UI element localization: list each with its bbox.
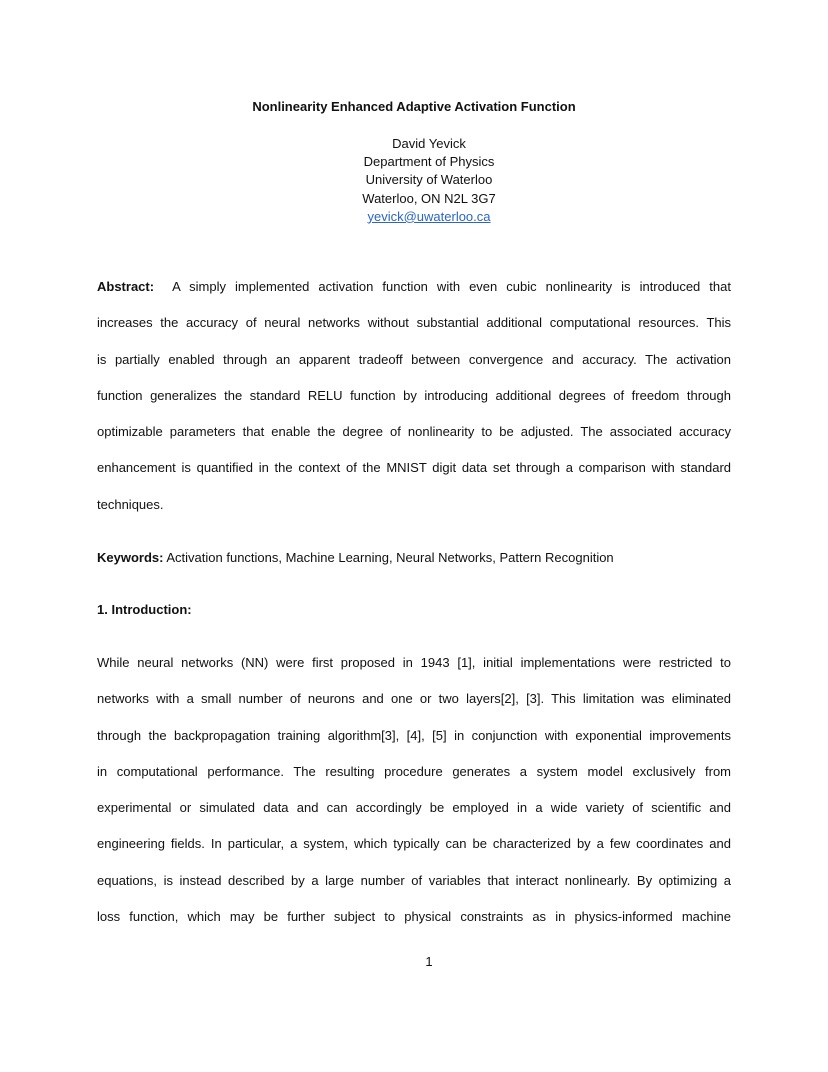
abstract-line: optimizable parameters that enable the degree of nonlinearity to be adjusted. The associated accuracy (97, 424, 731, 440)
abstract-line: Abstract: A simply implemented activation function with even cubic nonlinearity is introduced that (97, 279, 731, 294)
intro-line: engineering fields. In particular, a system, which typically can be characterized by a few coordinates and (97, 836, 731, 852)
abstract-line: is partially enabled through an apparent tradeoff between convergence and accuracy. The activation (97, 351, 731, 367)
author-department: Department of Physics (363, 154, 495, 170)
page-number: 1 (425, 954, 433, 969)
author-email-link[interactable]: yevick@uwaterloo.ca (367, 208, 491, 224)
abstract-line: function generalizes the standard RELU function by introducing additional degrees of freedom through (97, 387, 731, 403)
section-heading: 1. Introduction: (97, 602, 192, 617)
author-name: David Yevick (392, 136, 466, 151)
author-address: Waterloo, ON N2L 3G7 (362, 190, 496, 206)
keywords-line (97, 540, 614, 576)
keywords-text: Activation functions, Machine Learning, Neural Networks, Pattern Recognition (166, 550, 614, 565)
abstract-line: enhancement is quantified in the context of the MNIST digit data set through a comparison with standard (97, 460, 731, 476)
abstract-line: increases the accuracy of neural networks without substantial additional computational resources. This (97, 315, 731, 331)
intro-line: experimental or simulated data and can accordingly be employed in a wide variety of scientific and (97, 800, 731, 816)
intro-line: through the backpropagation training algorithm[3], [4], [5] in conjunction with exponential improvements (97, 727, 731, 743)
abstract-label: Abstract: (97, 279, 155, 294)
introduction-paragraph (97, 645, 731, 935)
paper-title: Nonlinearity Enhanced Adaptive Activation Function (252, 99, 576, 114)
intro-line: networks with a small number of neurons and one or two layers[2], [3]. This limitation was eliminated (97, 691, 731, 707)
intro-line: in computational performance. The resulting procedure generates a system model exclusively from (97, 763, 731, 779)
abstract-line: techniques. (97, 496, 164, 512)
abstract-paragraph (97, 269, 731, 523)
intro-line: loss function, which may be further subject to physical constraints as in physics-informed machine (97, 909, 731, 925)
intro-line: While neural networks (NN) were first proposed in 1943 [1], initial implementations were restricted to (97, 655, 731, 670)
author-university: University of Waterloo (365, 172, 493, 188)
author-block (0, 135, 828, 226)
keywords-label: Keywords: (97, 550, 164, 565)
intro-line: equations, is instead described by a large number of variables that interact nonlinearly. By optimizing a (97, 872, 731, 888)
